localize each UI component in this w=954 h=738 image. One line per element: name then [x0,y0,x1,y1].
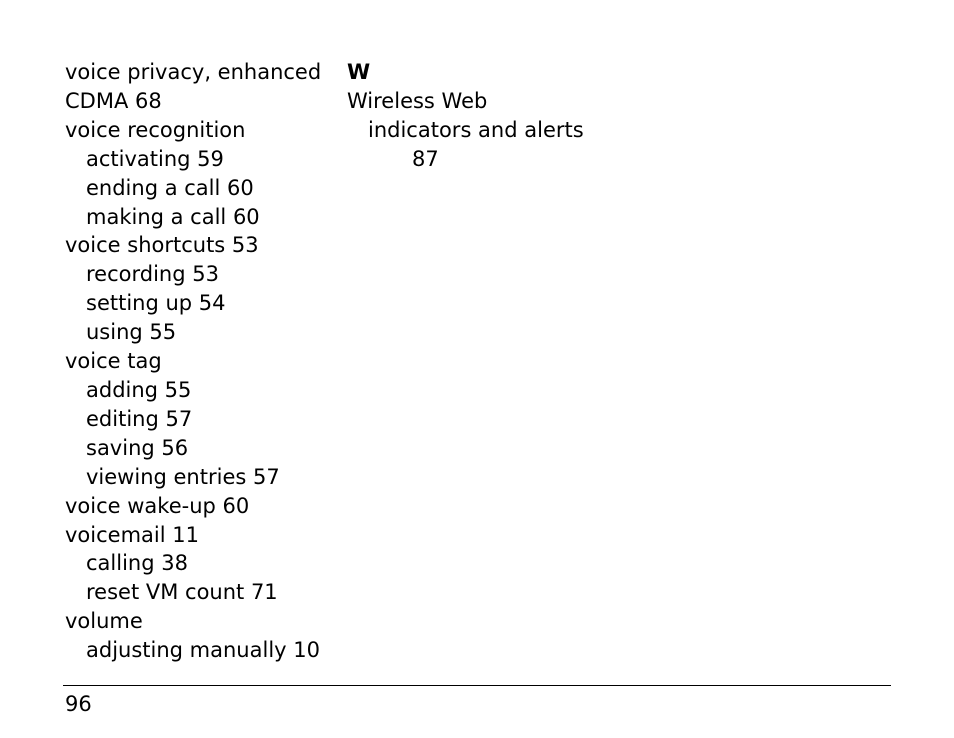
index-subentry: adding 55 [86,377,192,402]
index-subentry: indicators and alerts [368,117,584,142]
index-subentry: reset VM count 71 [86,580,278,605]
index-entry: voice privacy, enhanced [65,60,322,84]
index-subentry: adjusting manually 10 [86,638,320,663]
index-subentry: editing 57 [86,406,193,431]
index-entry: voice shortcuts 53 [65,233,259,258]
index-entry: voicemail 11 [65,522,199,547]
index-column-right [347,58,607,174]
index-entry: Wireless Web [347,88,488,113]
index-subentry: saving 56 [86,435,189,460]
index-subentry: activating 59 [86,146,224,171]
index-subentry: recording 53 [86,262,219,287]
index-subentry: setting up 54 [86,291,226,316]
index-entry: CDMA 68 [65,88,162,113]
index-entry: volume [65,609,143,634]
index-subentry: making a call 60 [86,204,260,229]
index-column-left [65,58,340,665]
index-entry: voice tag [65,349,162,374]
footer-rule [63,685,891,686]
index-entry: voice wake-up 60 [65,493,250,518]
page-number: 96 [65,692,92,716]
section-letter: W [347,60,371,84]
index-subentry: viewing entries 57 [86,464,280,489]
index-subentry: ending a call 60 [86,175,254,200]
index-entry: voice recognition [65,117,246,142]
index-subentry: using 55 [86,320,177,345]
index-page-ref: 87 [412,146,439,171]
index-subentry: calling 38 [86,551,188,576]
